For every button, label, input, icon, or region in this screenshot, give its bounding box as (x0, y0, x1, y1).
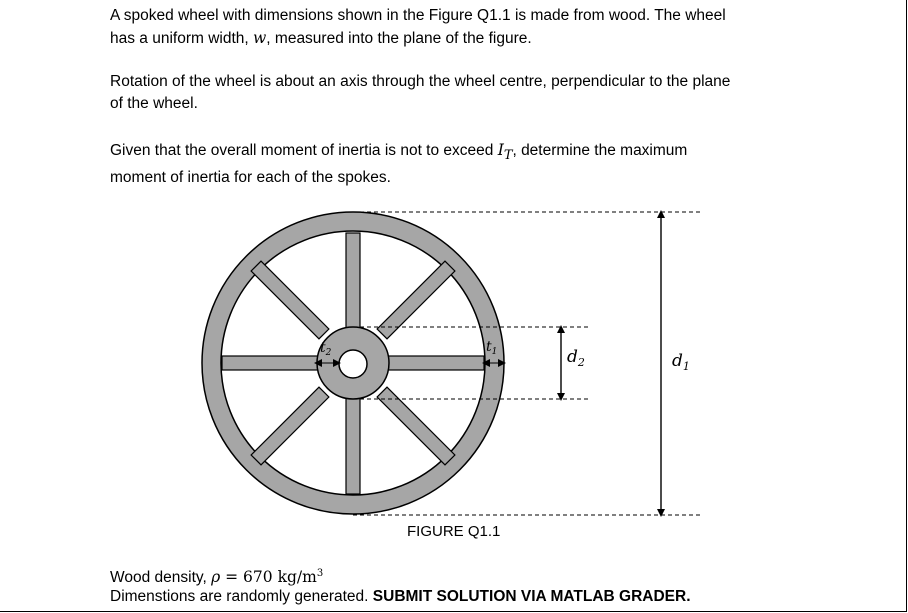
figure-caption: FIGURE Q1.1 (407, 523, 501, 540)
spoke-left (222, 356, 318, 370)
density-symbol: ρ (211, 568, 221, 587)
inertia-symbol: I (497, 141, 504, 159)
para3-line1-end: , determine the maximum (512, 142, 688, 159)
para2-line2: of the wheel. (110, 95, 198, 112)
spoke-bottom (346, 398, 360, 494)
d1-label: $d_1$ (672, 351, 690, 373)
wood-density-line (110, 564, 323, 588)
para1-line1: A spoked wheel with dimensions shown in the Figure Q1.1 is made from wood. The wheel (110, 7, 726, 24)
density-unit-exponent: 3 (316, 568, 324, 579)
para1-line2-start: has a uniform width, (110, 30, 254, 47)
random-dimensions-note: Dimenstions are randomly generated. (110, 588, 373, 605)
hub-bore-circle (339, 350, 367, 378)
spoke-top (346, 233, 360, 328)
para2-line1: Rotation of the wheel is about an axis through the wheel centre, perpendicular to the plane (110, 73, 731, 90)
density-value: = 670 (220, 568, 278, 587)
grader-instruction-line (110, 587, 691, 607)
d2-label: $d_2$ (567, 347, 585, 369)
submit-instruction: SUBMIT SOLUTION VIA MATLAB GRADER. (372, 588, 691, 605)
density-unit: kg/m (277, 568, 317, 587)
t2-label: $t_2$ (320, 340, 332, 358)
t1-label: $t_1$ (486, 339, 498, 357)
para3-line1-start: Given that the overall moment of inertia is not to exceed (110, 142, 498, 159)
dimension-d1 (661, 214, 690, 513)
inertia-subscript: T (503, 148, 513, 164)
para1-line2-end: , measured into the plane of the figure. (266, 30, 532, 47)
spoke-right (388, 356, 484, 370)
para3-line2: moment of inertia for each of the spokes. (110, 169, 391, 187)
width-symbol: w (253, 29, 267, 47)
density-label: Wood density, (110, 569, 212, 587)
dimension-d2 (561, 329, 585, 397)
